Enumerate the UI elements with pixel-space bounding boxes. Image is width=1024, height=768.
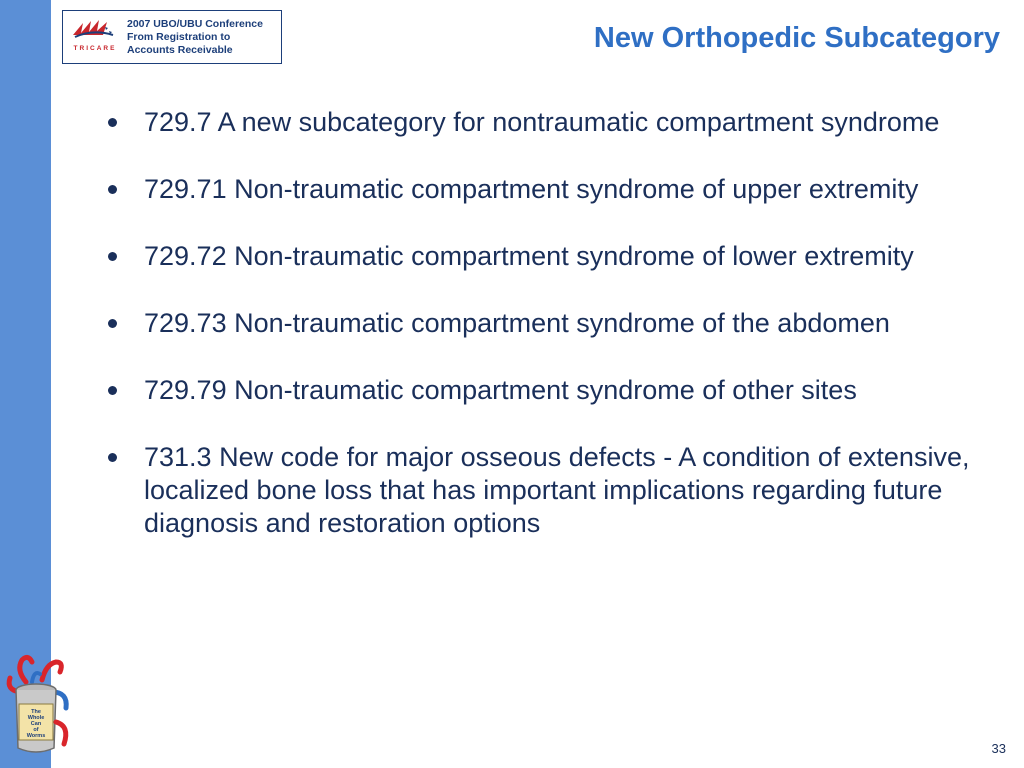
bullet-icon [108,118,117,127]
bullet-list [100,106,990,574]
svg-text:The: The [31,709,41,715]
logo-text [127,18,277,57]
bullet-text: 729.73 Non-traumatic compartment syndrome of the abdomen [144,308,890,338]
bullet-text: 729.71 Non-traumatic compartment syndrome of upper extremity [144,174,919,204]
svg-text:Worms: Worms [26,733,46,739]
bullet-item [100,106,990,139]
bullet-icon [108,453,117,462]
bullet-item [100,240,990,273]
bullet-text: 729.79 Non-traumatic compartment syndrome of other sites [144,375,857,405]
bullet-item [100,374,990,407]
bullet-text: 731.3 New code for major osseous defects - A condition of extensive, localized bone loss that has important implications regarding future diagnosis and restoration options [144,442,970,538]
bullet-item [100,441,990,540]
bullet-icon [108,386,117,395]
tricare-logo-icon [69,17,121,57]
logo-line-3: Accounts Receivable [127,44,233,56]
page-number: 33 [991,741,1006,756]
bullet-icon [108,252,117,261]
svg-text:Whole: Whole [27,715,45,721]
svg-text:Can: Can [30,721,42,727]
bullet-icon [108,185,117,194]
logo-line-2: From Registration to [127,31,231,43]
conference-logo [62,10,282,64]
svg-text:of: of [33,727,39,733]
can-of-worms-icon [2,652,76,764]
bullet-icon [108,319,117,328]
bullet-item [100,307,990,340]
tricare-wordmark: TRICARE [73,45,117,52]
slide-title: New Orthopedic Subcategory [593,22,1000,54]
bullet-text: 729.72 Non-traumatic compartment syndrome of lower extremity [144,241,914,271]
bullet-item [100,173,990,206]
logo-line-1: 2007 UBO/UBU Conference [127,18,263,30]
bullet-text: 729.7 A new subcategory for nontraumatic compartment syndrome [144,107,940,137]
